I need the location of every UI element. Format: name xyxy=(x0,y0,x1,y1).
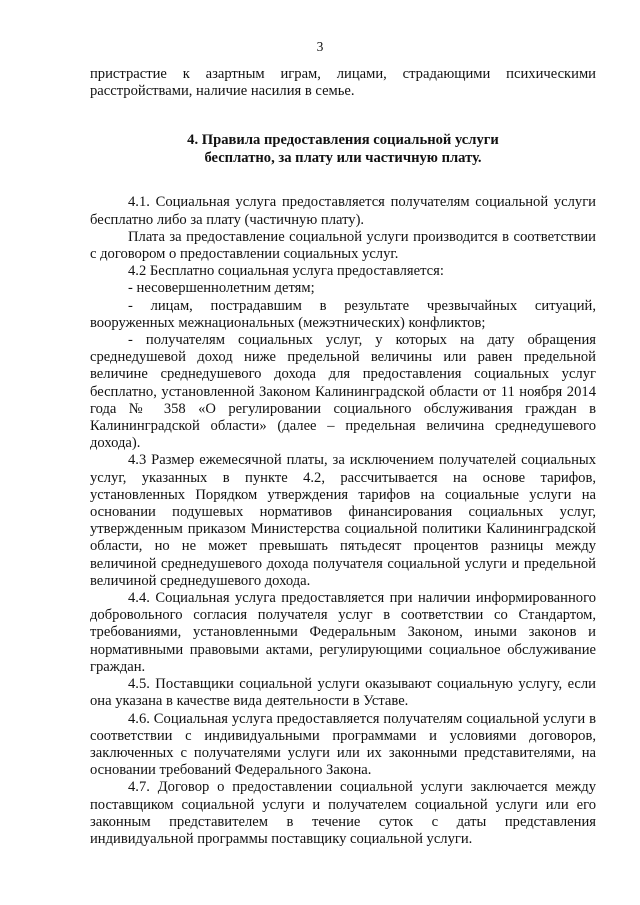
list-item-low-income: - получателям социальных услуг, у которых на дату обращения среднедушевой доход ниже предельной величины или равен предельной величине среднедушевого дохода для предоставления социальных услуг бесплатно, установленной Законом Калининградской области от 11 ноября 2014 года № 358 «О регулировании социального обслуживания граждан в Калининградской области» (далее – предельная величина среднедушевого дохода). xyxy=(90,332,596,452)
section-heading-line-1: 4. Правила предоставления социальной услуги xyxy=(187,132,499,149)
page-number: 3 xyxy=(316,39,324,54)
paragraph-4-2: 4.2 Бесплатно социальная услуга предоставляется: xyxy=(128,263,444,280)
list-item-minors: - несовершеннолетним детям; xyxy=(128,280,315,297)
list-item-emergency-victims: - лицам, пострадавшим в результате чрезвычайных ситуаций, вооруженных межнациональных (межэтнических) конфликтов; xyxy=(90,297,596,331)
section-heading-line-2: бесплатно, за плату или частичную плату. xyxy=(204,150,482,167)
paragraph-4-6: 4.6. Социальная услуга предоставляется получателям социальной услуги в соответствии с индивидуальными программами и условиями договоров, заключенных с получателями услуги или их законными представителями, на основании требований Федерального Закона. xyxy=(90,710,596,779)
intro-paragraph: пристрастие к азартным играм, лицами, страдающими психическими расстройствами, наличие насилия в семье. xyxy=(90,66,596,100)
paragraph-4-5: 4.5. Поставщики социальной услуги оказывают социальную услугу, если она указана в качестве вида деятельности в Уставе. xyxy=(90,676,596,710)
paragraph-4-3: 4.3 Размер ежемесячной платы, за исключением получателей социальных услуг, указанных в пункте 4.2, рассчитывается на основе тарифов, установленных Порядком утверждения тарифов на социальные услуги на основании подушевых нормативов финансирования социальных услуг, утвержденным приказом Министерства социальной политики Калининградской области, но не может превышать пятьдесят процентов разницы между величиной среднедушевого дохода получателя социальной услуги и предельной величиной среднедушевого дохода. xyxy=(90,452,596,589)
paragraph-4-4: 4.4. Социальная услуга предоставляется при наличии информированного добровольного согласия получателя услуг в соответствии со Стандартом, требованиями, установленными Федеральным Законом, иными законов и нормативными правовыми актами, регулирующими социальное обслуживание граждан. xyxy=(90,590,596,675)
paragraph-payment: Плата за предоставление социальной услуги производится в соответствии с договором о предоставлении социальных услуг. xyxy=(90,228,596,263)
paragraph-4-1: 4.1. Социальная услуга предоставляется получателям социальной услуги бесплатно либо за плату (частичную плату). xyxy=(90,194,596,228)
paragraph-4-7: 4.7. Договор о предоставлении социальной услуги заключается между поставщиком социальной услуги и получателем социальной услуги или его законным представителем в течение суток с даты представления индивидуальной программы поставщику социальной услуги. xyxy=(90,779,596,847)
document-body xyxy=(90,66,596,848)
section-heading xyxy=(90,131,596,167)
